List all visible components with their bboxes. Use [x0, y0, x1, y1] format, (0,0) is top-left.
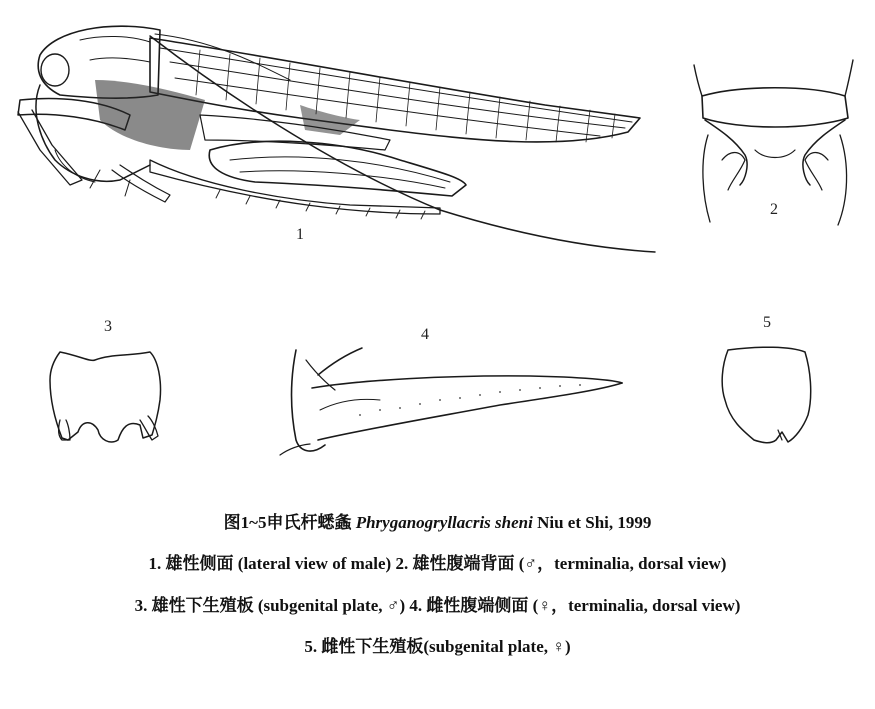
figure-label-3: 3 [104, 318, 112, 335]
figure-caption-title [0, 508, 875, 533]
figure-label-1: 1 [296, 226, 304, 243]
figure-caption-line-3: 5. 雌性下生殖板(subgenital plate, ♀) [304, 637, 571, 656]
caption-species-name: Phryganogryllacris sheni [355, 513, 533, 532]
caption-title-prefix: 图1~5申氏杆蟋螽 [223, 513, 356, 532]
figure-label-2: 2 [770, 201, 778, 218]
panel-5-female-subgenital-plate [722, 347, 811, 443]
panel-1-lateral-view-male [18, 26, 655, 252]
panel-4-female-terminalia-lateral [280, 348, 622, 455]
figure-caption-line-2: 3. 雄性下生殖板 (subgenital plate, ♂) 4. 雌性腹端侧面 (♀，terminalia, dorsal view) [134, 596, 741, 615]
figure-caption-line-1: 1. 雄性侧面 (lateral view of male) 2. 雄性腹端背面 (♂，terminalia, dorsal view) [148, 554, 727, 573]
figure-label-5: 5 [763, 314, 771, 331]
caption-title-suffix: Niu et Shi, 1999 [532, 513, 652, 532]
panel-3-male-subgenital-plate [50, 352, 161, 442]
figure-label-4: 4 [421, 326, 429, 343]
